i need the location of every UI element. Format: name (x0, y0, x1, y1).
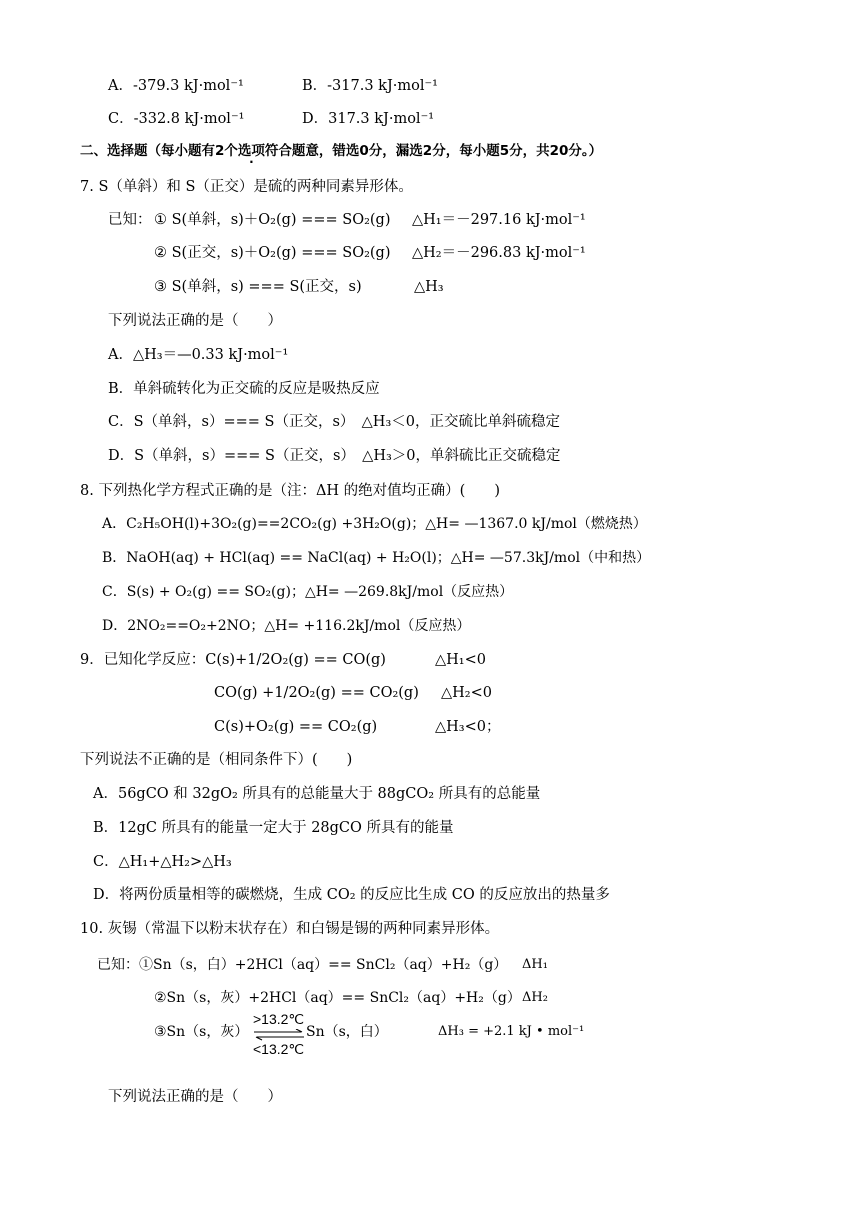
q10-equation-1: 已知：①Sn（s，白）+2HCl（aq）== SnCl₂（aq）+H₂（g） (97, 957, 508, 973)
q7-equation-3: ③ S(单斜，s) === S(正交，s) (154, 279, 362, 295)
q9-equation-3: C(s)+O₂(g) == CO₂(g) (214, 719, 378, 735)
q10-question: 下列说法正确的是（ ） (108, 1089, 282, 1105)
section-2-heading (80, 145, 602, 159)
q10-equation-3-right: Sn（s，白） (306, 1024, 388, 1040)
q7-delta-h2: △H₂＝－296.83 kJ·mol⁻¹ (412, 245, 586, 261)
q10-delta-h3: ΔH₃ = +2.1 kJ • mol⁻¹ (438, 1024, 585, 1039)
q9-delta-h1: △H₁<0 (435, 652, 486, 668)
arrow-condition-top: >13.2℃ (253, 1011, 305, 1027)
double-arrow-icon (253, 1029, 305, 1041)
q7-option-c: C．S（单斜，s）=== S（正交，s） △H₃＜0，正交硫比单斜硫稳定 (108, 414, 560, 430)
q7-equation-1: ① S(单斜，s)＋O₂(g) === SO₂(g) (154, 212, 391, 228)
q10-stem: 10. 灰锡（常温下以粉末状存在）和白锡是锡的两种同素异形体。 (80, 921, 500, 937)
q7-equation-2: ② S(正交，s)＋O₂(g) === SO₂(g) (154, 245, 391, 261)
q9-option-b: B．12gC 所具有的能量一定大于 28gCO 所具有的能量 (93, 820, 454, 836)
q9-option-d: D．将两份质量相等的碳燃烧，生成 CO₂ 的反应比生成 CO 的反应放出的热量多 (93, 887, 610, 903)
q8-option-a: A．C₂H₅OH(l)+3O₂(g)==2CO₂(g) +3H₂O(g)；△H= —1367.0 kJ/mol（燃烧热） (102, 516, 647, 532)
q8-stem: 8. 下列热化学方程式正确的是（注：ΔH 的绝对值均正确）( ) (80, 483, 500, 499)
q10-equation-3-left: ③Sn（s，灰） (154, 1024, 249, 1040)
q8-option-b: B．NaOH(aq) + HCl(aq) == NaCl(aq) + H₂O(l)；△H= —57.3kJ/mol（中和热） (102, 550, 651, 566)
q6-option-d: D．317.3 kJ·mol⁻¹ (302, 111, 435, 127)
q8-option-d: D．2NO₂==O₂+2NO；△H= +116.2kJ/mol（反应热） (102, 618, 471, 634)
q9-question: 下列说法不正确的是（相同条件下）( ) (80, 752, 353, 768)
q7-stem: 7. S（单斜）和 S（正交）是硫的两种同素异形体。 (80, 179, 413, 195)
equilibrium-arrow (253, 1012, 305, 1058)
q6-option-c: C．-332.8 kJ·mol⁻¹ (108, 111, 245, 127)
q7-delta-h1: △H₁＝－297.16 kJ·mol⁻¹ (412, 212, 586, 228)
q8-option-c: C．S(s) + O₂(g) == SO₂(g)；△H= —269.8kJ/mol（反应热） (102, 584, 514, 600)
section-2-post: 符合题意，错选0分，漏选2分，每小题5分，共20分。） (264, 143, 603, 159)
section-2-mid: 个 (224, 143, 238, 159)
q7-option-a: A．△H₃＝—0.33 kJ·mol⁻¹ (108, 347, 289, 363)
q10-delta-h2: ΔH₂ (522, 990, 548, 1005)
q10-delta-h1: ΔH₁ (522, 957, 548, 972)
q9-option-a: A．56gCO 和 32gO₂ 所具有的总能量大于 88gCO₂ 所具有的总能量 (93, 786, 541, 802)
q7-option-d: D．S（单斜，s）=== S（正交，s） △H₃＞0，单斜硫比正交硫稳定 (108, 448, 561, 464)
section-2-emphasis: 选项 (237, 143, 265, 159)
q10-equation-2: ②Sn（s，灰）+2HCl（aq）== SnCl₂（aq）+H₂（g） (154, 990, 521, 1006)
section-2-pre: 二、选择题（每小题有 (80, 143, 215, 159)
q9-option-c: C．△H₁+△H₂>△H₃ (93, 854, 232, 870)
section-2-num: 2 (215, 143, 225, 159)
q9-stem: 9．已知化学反应：C(s)+1/2O₂(g) == CO(g) (80, 652, 386, 668)
q7-option-b: B．单斜硫转化为正交硫的反应是吸热反应 (108, 381, 380, 397)
q6-option-b: B．-317.3 kJ·mol⁻¹ (302, 78, 438, 94)
arrow-condition-bottom: <13.2℃ (253, 1041, 305, 1057)
q7-question: 下列说法正确的是（ ） (108, 313, 282, 329)
q9-delta-h2: △H₂<0 (441, 685, 492, 701)
q9-delta-h3: △H₃<0； (435, 719, 501, 735)
q6-option-a: A．-379.3 kJ·mol⁻¹ (108, 78, 244, 94)
q7-delta-h3: △H₃ (414, 279, 444, 295)
q7-known-label: 已知： (108, 212, 152, 228)
q9-equation-2: CO(g) +1/2O₂(g) == CO₂(g) (214, 685, 419, 701)
